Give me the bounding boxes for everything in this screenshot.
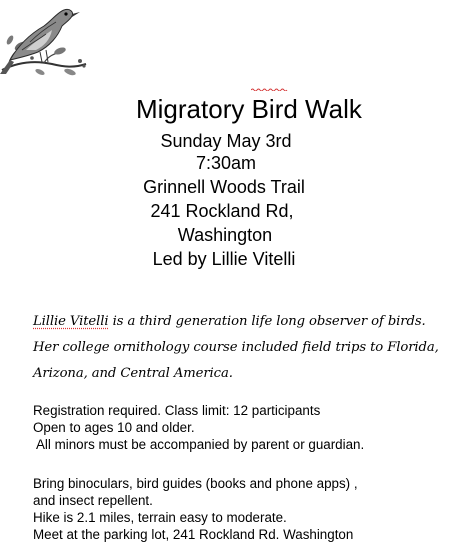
leader-bio — [33, 309, 443, 387]
notes-line-3: Hike is 2.1 miles, terrain easy to moderate. — [33, 510, 287, 525]
registration-line-1: Registration required. Class limit: 12 participants — [33, 403, 321, 418]
event-leader: Led by Lillie Vitelli — [152, 249, 296, 269]
bird-on-branch-icon — [0, 0, 90, 82]
bio-name: Lillie Vitelli — [33, 314, 109, 329]
notes-line-4: Meet at the parking lot, 241 Rockland Rd. Washington — [33, 527, 354, 542]
event-date: Sunday May 3rd — [160, 131, 292, 151]
event-title: Migratory Bird Walk — [136, 94, 362, 124]
notes-line-2: and insect repellent. — [33, 493, 153, 508]
event-city: Washington — [177, 225, 273, 245]
registration-block — [33, 402, 448, 453]
event-address: 241 Rockland Rd, — [150, 201, 294, 221]
bio-text: is a third generation life long observer of birds. Her college ornithology course included field trips to Florida, Arizona, and Central America. — [33, 314, 439, 381]
registration-line-3: All minors must be accompanied by parent or guardian. — [33, 437, 365, 452]
registration-line-2: Open to ages 10 and older. — [33, 420, 195, 435]
notes-block — [33, 475, 448, 543]
spellcheck-underline — [251, 88, 289, 91]
notes-line-1: Bring binoculars, bird guides (books and phone apps) , — [33, 476, 358, 491]
event-time: 7:30am — [195, 153, 257, 173]
event-location: Grinnell Woods Trail — [143, 177, 305, 197]
